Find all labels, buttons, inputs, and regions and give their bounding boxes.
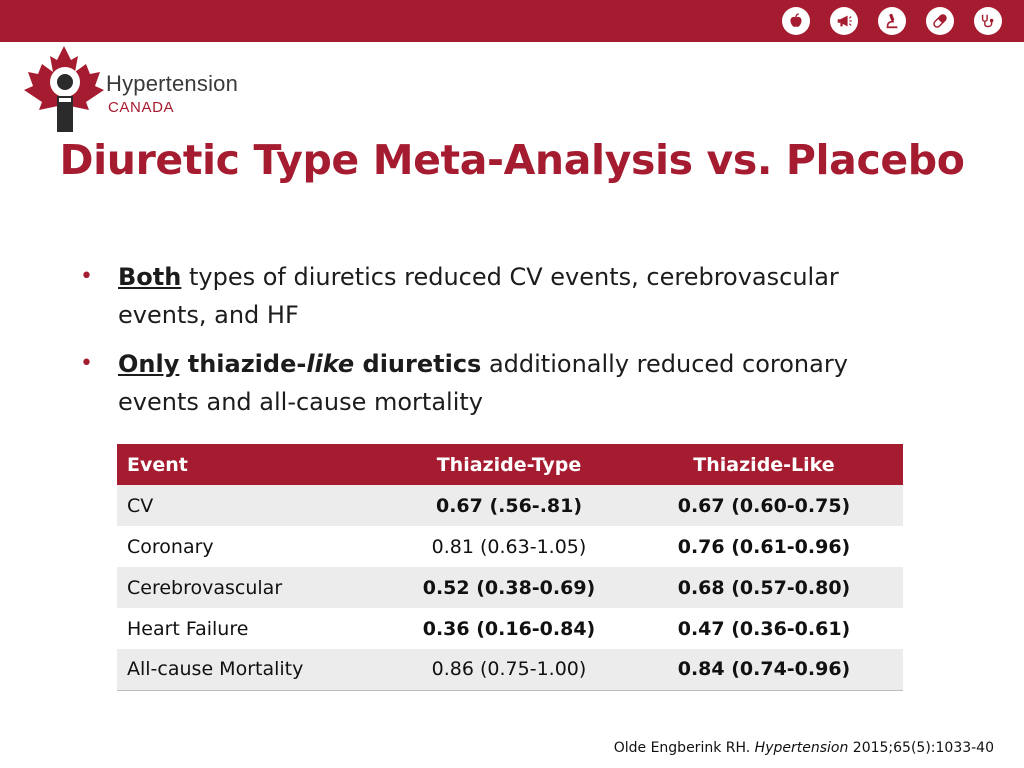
bullet-text: additionally reduced coronary <box>481 350 848 378</box>
citation-reference: 2015;65(5):1033-40 <box>848 740 994 756</box>
apple-icon[interactable] <box>782 7 810 35</box>
cell-thiazide-like: 0.68 (0.57-0.80) <box>625 567 903 608</box>
bullet-bold-italic-like: like <box>306 350 355 378</box>
cell-event: All-cause Mortality <box>117 649 393 690</box>
pill-icon[interactable] <box>926 7 954 35</box>
bullet-bold-diuretics: diuretics <box>354 350 482 378</box>
cell-thiazide-like: 0.47 (0.36-0.61) <box>625 608 903 649</box>
citation <box>614 740 994 756</box>
table-header-row <box>117 444 903 485</box>
bullet-bold-thiazide: thiazide- <box>179 350 307 378</box>
cell-thiazide-type: 0.67 (.56-.81) <box>393 485 625 526</box>
header-icon-group <box>782 7 1002 35</box>
bullet-lead-only: Only <box>118 350 180 378</box>
bullet-marker: • <box>80 351 93 376</box>
bullet-list <box>80 258 900 432</box>
slide-title: Diuretic Type Meta-Analysis vs. Placebo <box>59 136 965 184</box>
bullet-item-only <box>80 345 900 421</box>
header-bar <box>0 0 1024 42</box>
bullet-text: types of diuretics reduced CV events, cerebrovascular <box>181 263 839 291</box>
megaphone-icon[interactable] <box>830 7 858 35</box>
microscope-icon[interactable] <box>878 7 906 35</box>
table-row <box>117 608 903 649</box>
cell-thiazide-type: 0.52 (0.38-0.69) <box>393 567 625 608</box>
column-header-thiazide-like: Thiazide-Like <box>625 444 903 485</box>
bullet-item-both <box>80 258 900 334</box>
logo-text-hypertension: Hypertension <box>106 71 239 96</box>
hypertension-canada-logo <box>22 44 272 136</box>
results-table <box>117 444 903 691</box>
cell-event: CV <box>117 485 393 526</box>
bullet-lead-both: Both <box>118 263 182 291</box>
maple-leaf-logo-icon <box>22 44 106 136</box>
bullet-text-continued: events and all-cause mortality <box>118 388 483 416</box>
cell-thiazide-like: 0.84 (0.74-0.96) <box>625 649 903 690</box>
cell-event: Cerebrovascular <box>117 567 393 608</box>
stethoscope-icon[interactable] <box>974 7 1002 35</box>
cell-thiazide-like: 0.76 (0.61-0.96) <box>625 526 903 567</box>
logo-text-canada: CANADA <box>108 99 175 116</box>
citation-journal: Hypertension <box>754 740 849 756</box>
cell-event: Heart Failure <box>117 608 393 649</box>
column-header-thiazide-type: Thiazide-Type <box>393 444 625 485</box>
table-row <box>117 526 903 567</box>
bullet-marker: • <box>80 264 93 289</box>
cell-event: Coronary <box>117 526 393 567</box>
table-row <box>117 485 903 526</box>
cell-thiazide-like: 0.67 (0.60-0.75) <box>625 485 903 526</box>
citation-author: Olde Engberink RH. <box>613 740 755 756</box>
cell-thiazide-type: 0.36 (0.16-0.84) <box>393 608 625 649</box>
cell-thiazide-type: 0.86 (0.75-1.00) <box>393 649 625 690</box>
bullet-text-continued: events, and HF <box>118 301 299 329</box>
cell-thiazide-type: 0.81 (0.63-1.05) <box>393 526 625 567</box>
column-header-event: Event <box>117 444 393 485</box>
table-row <box>117 649 903 690</box>
table-row <box>117 567 903 608</box>
